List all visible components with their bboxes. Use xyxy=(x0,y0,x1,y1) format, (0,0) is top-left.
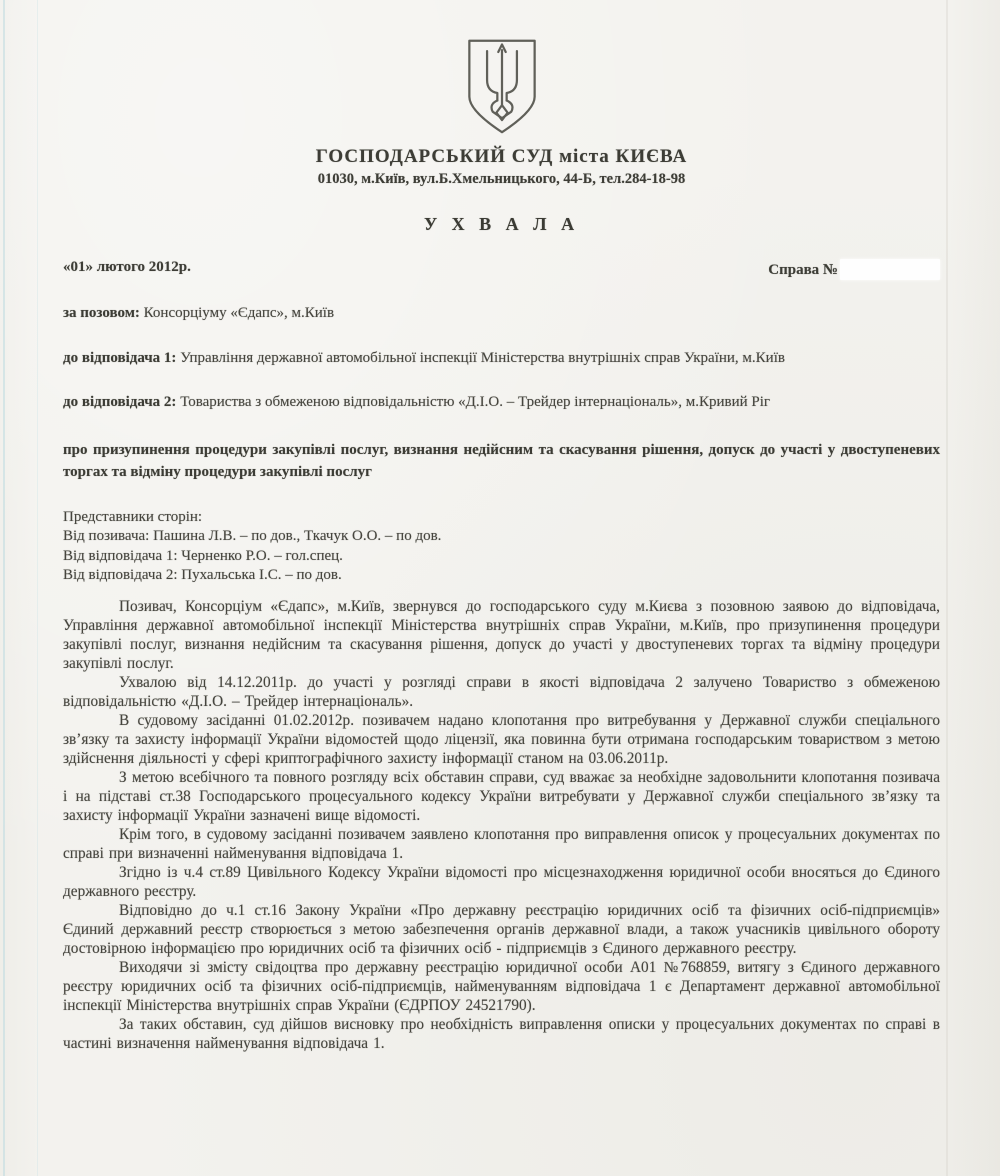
body-paragraph: Ухвалою від 14.12.2011р. до участі у розгляді справи в якості відповідача 2 залучено Товариство з обмеженою відповідальністю «Д.І.О. – Трейдер інтернаціональ». xyxy=(63,673,940,710)
representative-line: Від відповідача 1: Черненко Р.О. – гол.спец. xyxy=(63,547,343,564)
ruling-body xyxy=(63,597,940,1053)
body-paragraph: З метою всебічного та повного розгляду всіх обставин справи, суд вважає за необхідне задовольнити клопотання позивача і на підставі ст.38 Господарського процесуального кодексу України витребувати у Державної служби спеціального зв’язку та захисту інформації України зазначені вище відомості. xyxy=(63,768,940,824)
defendant2-label: до відповідача 2: xyxy=(63,394,177,410)
body-paragraph: В судовому засіданні 01.02.2012р. позивачем надано клопотання про витребування у Державної служби спеціального зв’язку та захисту інформації України відомостей щодо ліцензії, яка повинна бути отримана господарським товариством з метою здійснення діяльності у сфері криптографічного захисту інформації станом на 03.06.2011р. xyxy=(63,711,940,767)
document-date: «01» лютого 2012р. xyxy=(63,259,191,275)
defendant1-value: Управління державної автомобільної інспекції Міністерства внутрішніх справ України, м.Київ xyxy=(180,349,785,366)
defendant2-row xyxy=(63,392,940,414)
body-paragraph: Крім того, в судовому засіданні позивачем заявлено клопотання про виправлення описок у процесуальних документах по справі при визначенні найменування відповідача 1. xyxy=(63,825,940,862)
claimant-label: за позовом: xyxy=(63,305,140,321)
representative-line: Від відповідача 2: Пухальська І.С. – по дов. xyxy=(63,567,342,583)
case-number-label: Справа № xyxy=(768,262,838,278)
trident-emblem-icon xyxy=(63,38,940,140)
case-subject: про призупинення процедури закупівлі послуг, визнання недійсним та скасування рішення, допуск до участі у двоступеневих торгах та відміну процедури закупівлі послуг xyxy=(63,441,940,480)
body-paragraph: За таких обставин, суд дійшов висновку про необхідність виправлення описки у процесуальних документах по справі в частині визначення найменування відповідача 1. xyxy=(63,1015,940,1052)
body-paragraph: Виходячи зі змісту свідоцтва про державну реєстрацію юридичної особи А01 №768859, витягу з Єдиного державного реєстру юридичних осіб та фізичних осіб-підприємців, найменуванням відповідача 1 є Департамент державної автомобільної інспекції Міністерства внутрішніх справ України (ЄДРПОУ 24521790). xyxy=(63,958,940,1014)
claimant-value: Консорціуму «Єдапс», м.Київ xyxy=(143,305,335,321)
defendant1-label: до відповідача 1: xyxy=(63,349,177,366)
body-paragraph: Відповідно до ч.1 ст.16 Закону України «Про державну реєстрацію юридичних осіб та фізичних осіб-підприємців» Єдиний державний реєстр створюється з метою забезпечення органів державної влади, а також учасників цивільного обороту достовірною інформацією про юридичних осіб та фізичних осіб - підприємців з Єдиного державного реєстру. xyxy=(63,901,940,957)
representatives-section xyxy=(63,508,940,586)
body-paragraph: Позивач, Консорціум «Єдапс», м.Київ, звернувся до господарського суду м.Києва з позовною заявою до відповідача, Управління державної автомобільної інспекції Міністерства внутрішніх справ України, м.Київ, про призупинення процедури закупівлі послуг, визнання недійсним та скасування рішення, допуск до участі у двоступеневих торгах та відміну процедури закупівлі послуг. xyxy=(63,597,940,672)
court-address: 01030, м.Київ, вул.Б.Хмельницького, 44-Б, тел.284-18-98 xyxy=(317,171,686,187)
body-paragraph: Згідно із ч.4 ст.89 Цивільного Кодексу України відомості про місцезнаходження юридичної особи вносяться до Єдиного державного реєстру. xyxy=(63,863,940,900)
document-title: У Х В А Л А xyxy=(423,214,580,234)
defendant1-row xyxy=(63,348,940,370)
case-number xyxy=(768,259,940,280)
representative-line: Від позивача: Пашина Л.В. – по дов., Ткачук О.О. – по дов. xyxy=(63,528,442,544)
defendant2-value: Товариства з обмеженою відповідальністю «Д.І.О. – Трейдер інтернаціональ», м.Кривий Ріг xyxy=(180,394,771,410)
case-number-redaction xyxy=(840,259,940,280)
court-name: ГОСПОДАРСЬКИЙ СУД міста КИЄВА xyxy=(315,146,688,167)
claimant-row xyxy=(63,303,940,325)
representatives-heading: Представники сторін: xyxy=(63,508,203,525)
meta-row xyxy=(63,259,940,280)
